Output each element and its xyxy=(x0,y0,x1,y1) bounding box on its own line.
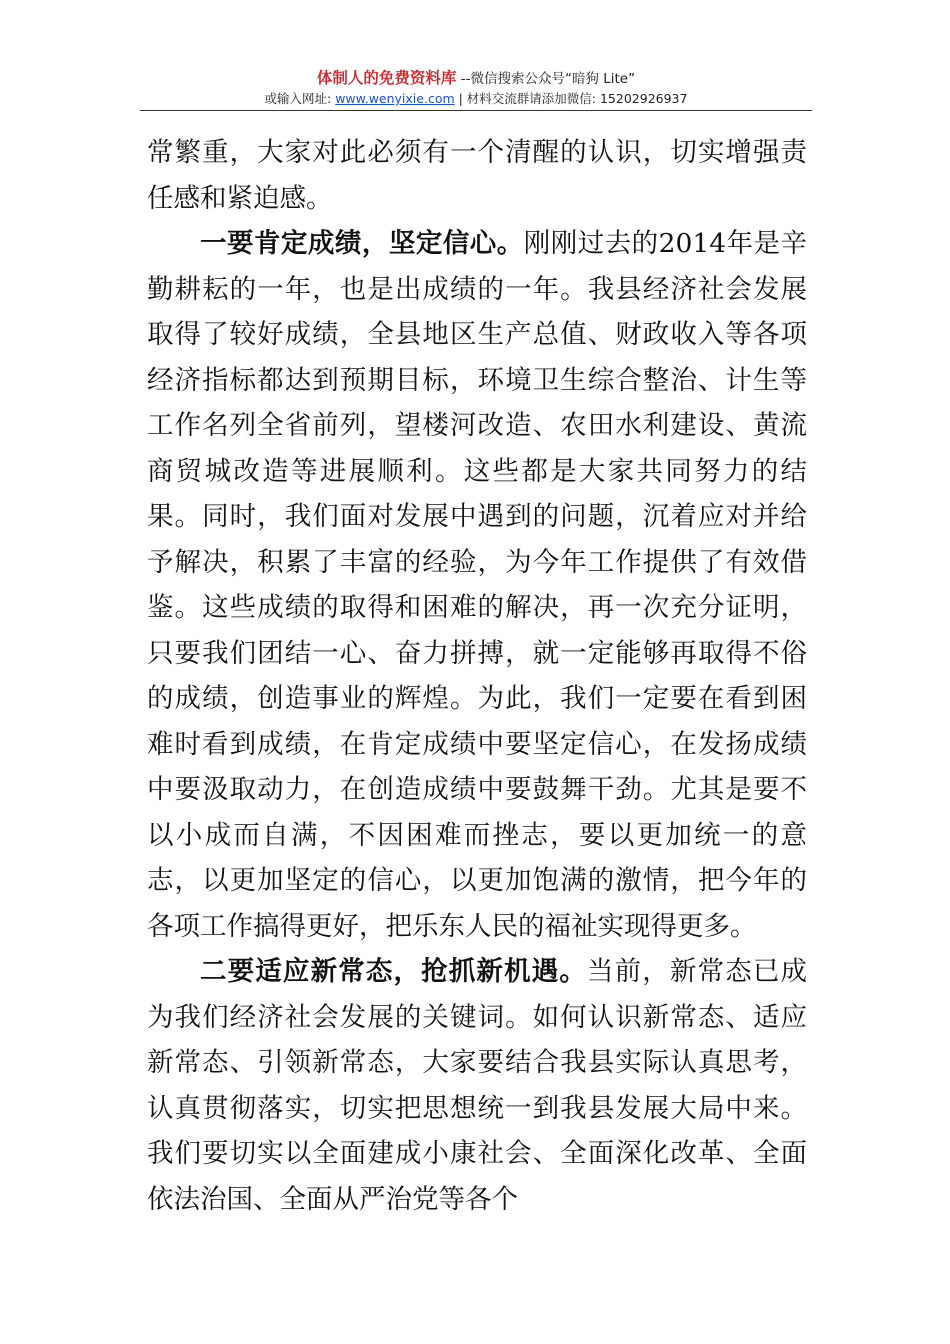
header-banner xyxy=(140,68,812,89)
header-url-link[interactable]: www.wenyixie.com xyxy=(335,91,455,106)
document-header xyxy=(140,68,812,108)
paragraph-lead-heading: 一要肯定成绩，坚定信心。 xyxy=(200,228,524,259)
header-title: 体制人的免费资料库 xyxy=(316,69,457,87)
paragraph-lead-heading: 二要适应新常态，抢抓新机遇。 xyxy=(200,956,587,987)
document-body xyxy=(147,130,807,1222)
paragraph-continuation: 常繁重，大家对此必须有一个清醒的认识，切实增强责任感和紧迫感。 xyxy=(147,137,807,214)
header-subtitle: --微信搜索公众号“暗狗 Lite” xyxy=(456,71,636,87)
paragraph-point-one xyxy=(147,221,807,949)
header-url-prefix: 或输入网址: xyxy=(264,91,336,106)
paragraph-text: 当前，新常态已成为我们经济社会发展的关键词。如何认识新常态、适应新常态、引领新常态，大家要结合我县实际认真思考，认真贯彻落实，切实把思想统一到我县发展大局中来。我们要切实以全面建成小康社会、全面深化改革、全面依法治国、全面从严治党等各个 xyxy=(147,956,807,1215)
header-contact: | 材料交流群请添加微信: 15202926937 xyxy=(454,91,688,106)
paragraph-text: 刚刚过去的2014年是辛勤耕耘的一年，也是出成绩的一年。我县经济社会发展取得了较好成绩，全县地区生产总值、财政收入等各项经济指标都达到预期目标，环境卫生综合整治、计生等工作名列全省前列，望楼河改造、农田水利建设、黄流商贸城改造等进展顺利。这些都是大家共同努力的结果。同时，我们面对发展中遇到的问题，沉着应对并给予解决，积累了丰富的经验，为今年工作提供了有效借鉴。这些成绩的取得和困难的解决，再一次充分证明，只要我们团结一心、奋力拼搏，就一定能够再取得不俗的成绩，创造事业的辉煌。为此，我们一定要在看到困难时看到成绩，在肯定成绩中要坚定信心，在发扬成绩中要汲取动力，在创造成绩中要鼓舞干劲。尤其是要不以小成而自满，不因困难而挫志，要以更加统一的意志，以更加坚定的信心，以更加饱满的激情，把今年的各项工作搞得更好，把乐东人民的福祉实现得更多。 xyxy=(147,228,807,942)
header-contact-line xyxy=(140,90,812,108)
header-divider xyxy=(140,110,812,111)
paragraph-point-two xyxy=(147,949,807,1222)
